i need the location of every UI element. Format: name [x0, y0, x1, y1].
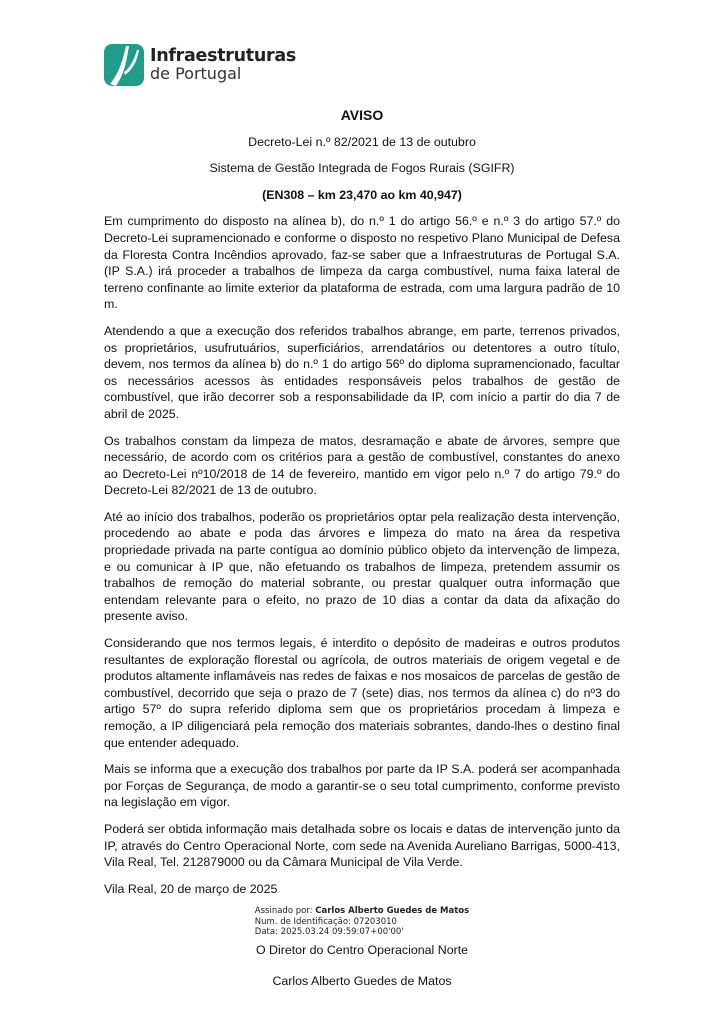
decree-reference: Decreto-Lei n.º 82/2021 de 13 de outubro: [248, 134, 476, 149]
logo-mark-icon: [104, 44, 144, 86]
company-logo: [104, 44, 296, 86]
signatory-title: O Diretor do Centro Operacional Norte: [255, 942, 469, 957]
paragraph: Em cumprimento do disposto na alínea b), do n.º 1 do artigo 56.º e n.º 3 do artigo 57.º do Decreto-Lei supramencionado e conforme o disposto no respetivo Plano Municipal de Defesa da Floresta Contra Incêndios aprovado, faz-se saber que a Infraestruturas de Portugal S.A. (IP S.A.) irá proceder a trabalhos de limpeza da carga combustível, numa faixa lateral de terreno confinante ao limite exterior da plataforma de estrada, com uma largura padrão de 10 m.: [104, 214, 620, 312]
signatory-name: Carlos Alberto Guedes de Matos: [272, 973, 452, 988]
digital-signature-stamp: [253, 905, 471, 939]
paragraph: Até ao início dos trabalhos, poderão os proprietários optar pela realização desta intervenção, procedendo ao abate e poda das árvores e limpeza do mato na área da respetiva propriedade privada na parte contígua ao domínio público objeto da intervenção de limpeza, e ou comunicar à IP que, não efetuando os trabalhos de limpeza, pretendem assumir os trabalhos de remoção do material sobrante, ou prestar qualquer outra informação que entendam relevante para o efeito, no prazo de 10 dias a contar da data da afixação do presente aviso.: [104, 509, 620, 624]
page-title: AVISO: [340, 107, 384, 123]
place-date: Vila Real, 20 de março de 2025: [104, 881, 278, 896]
paragraph: Atendendo a que a execução dos referidos trabalhos abrange, em parte, terrenos privados, os proprietários, usufrutuários, superficiários, arrendatários ou detentores a outro título, devem, nos termos da alínea b) do n.º 1 do artigo 56º do diploma supramencionado, facultar os necessários acessos às entidades responsáveis pelos trabalhos de gestão de combustível, que irão decorrer sob a responsabilidade da IP, com início a partir do dia 7 de abril de 2025.: [104, 323, 620, 421]
logo-line-2: de Portugal: [150, 63, 242, 83]
signed-by-label: Assinado por:: [254, 906, 313, 917]
paragraph: Mais se informa que a execução dos trabalhos por parte da IP S.A. poderá ser acompanhada por Forças de Segurança, de modo a garantir-se o seu total cumprimento, conforme previsto na legislação em vigor.: [104, 762, 620, 810]
logo-line-1: Infraestruturas: [150, 46, 296, 67]
signed-by-name: Carlos Alberto Guedes de Matos: [315, 906, 470, 917]
signature-date: Data: 2025.03.24 09:59:07+00'00': [254, 927, 404, 938]
signature-block: [104, 905, 620, 958]
paragraph: Poderá ser obtida informação mais detalhada sobre os locais e datas de intervenção junto da IP, através do Centro Operacional Norte, com sede na Avenida Aureliano Barrigas, 5000-413, Vila Real, Tel. 212879000 ou da Câmara Municipal de Vila Verde.: [104, 821, 620, 870]
road-section: (EN308 – km 23,470 ao km 40,947): [262, 187, 462, 202]
system-name: Sistema de Gestão Integrada de Fogos Rurais (SGIFR): [209, 161, 515, 176]
paragraph: Considerando que nos termos legais, é interdito o depósito de madeiras e outros produtos resultantes de exploração florestal ou agrícola, de outros materiais de origem vegetal e de produtos altamente inflamáveis nas redes de faixas e nos mosaicos de parcelas de gestão de combustível, decorrido que seja o prazo de 7 (sete) dias, nos termos da alínea c) do nº3 do artigo 57º do supra referido diploma sem que os proprietários procedam à limpeza e remoção, a IP diligenciará pela remoção dos materiais sobrantes, dando-lhes o destino final que entender adequado.: [104, 636, 620, 750]
signature-id: Num. de Identificação: 07203010: [254, 916, 397, 927]
notice-body: [104, 107, 620, 989]
paragraph: Os trabalhos constam da limpeza de matos, desramação e abate de árvores, sempre que necessário, de acordo com os critérios para a gestão de combustível, constantes do anexo ao Decreto-Lei nº10/2018 de 14 de fevereiro, mantido em vigor pelo n.º 7 do artigo 79.º do Decreto-Lei 82/2021 de 13 de outubro.: [104, 433, 620, 498]
